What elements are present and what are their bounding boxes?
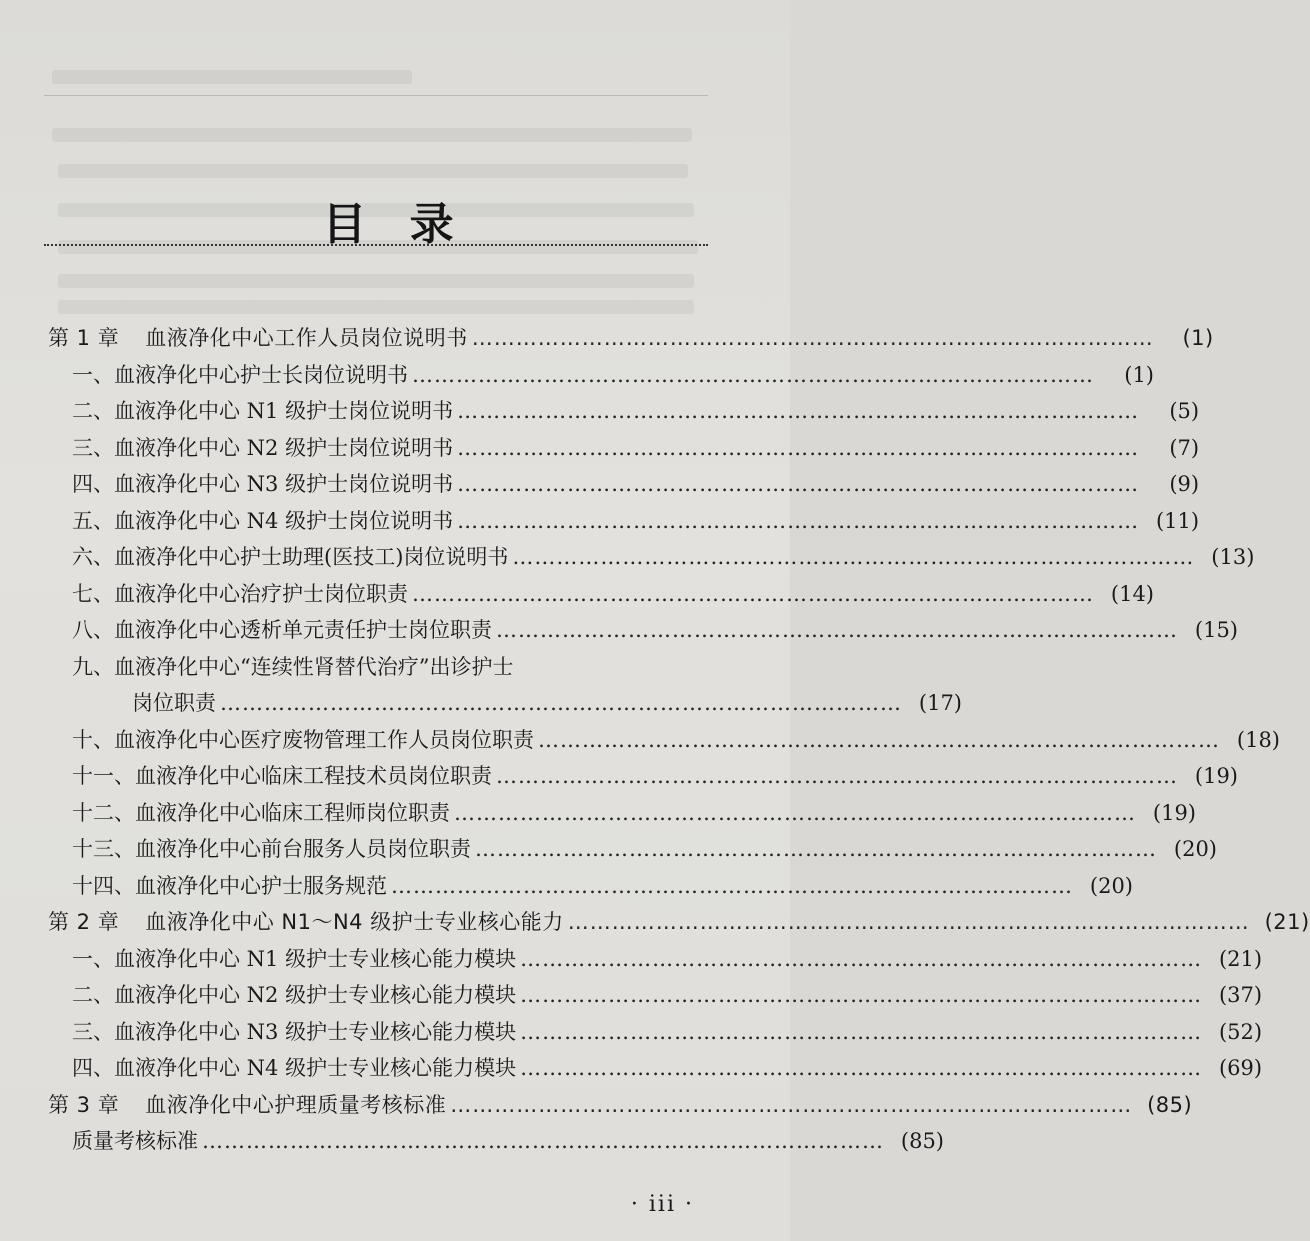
toc-entry-label: 六、血液净化中心护士助理(医技工)岗位说明书: [72, 545, 509, 569]
toc-section-entry[interactable]: [48, 651, 704, 688]
toc-chapter-number: 第 3 章: [48, 1092, 120, 1117]
toc-page-number: (21): [1218, 946, 1263, 971]
toc-section-entry[interactable]: [48, 1125, 944, 1162]
toc-leader-dots: …………………………………………………………………………………: [202, 1129, 884, 1153]
toc-leader-dots: …………………………………………………………………………………: [457, 399, 1140, 423]
toc-entry-label: 四、血液净化中心 N4 级护士专业核心能力模块: [72, 1056, 517, 1080]
toc-page-number: (69): [1218, 1056, 1263, 1080]
toc-leader-dots: …………………………………………………………………………………: [457, 472, 1140, 496]
toc-entry-label: 十四、血液净化中心护士服务规范: [72, 873, 387, 898]
toc-section-entry[interactable]: [48, 760, 1238, 797]
toc-section-entry[interactable]: [48, 395, 1200, 432]
toc-entry-label: 十一、血液净化中心临床工程技术员岗位职责: [72, 764, 492, 788]
toc-leader-dots: …………………………………………………………………………………: [520, 1019, 1203, 1044]
toc-leader-dots: …………………………………………………………………………………: [520, 946, 1203, 971]
toc-chapter-entry[interactable]: [48, 322, 1214, 359]
toc-entry-label: 三、血液净化中心 N2 级护士岗位说明书: [72, 435, 454, 460]
toc-leader-dots: …………………………………………………………………………………: [520, 1056, 1203, 1080]
toc-entry-label: [48, 1089, 446, 1119]
toc-page-number: (20): [1089, 873, 1133, 898]
toc-page-number: (21): [1264, 910, 1310, 934]
page-title: 目 录: [322, 199, 468, 250]
toc-page-number: (37): [1218, 983, 1263, 1007]
toc-chapter-entry[interactable]: [48, 906, 1310, 943]
table-of-contents: [48, 322, 1310, 1162]
toc-page-number: (19): [1194, 764, 1238, 788]
toc-page-number: (7): [1169, 435, 1200, 460]
toc-leader-dots: …………………………………………………………………………………: [496, 618, 1178, 642]
toc-leader-dots: …………………………………………………………………………………: [520, 983, 1203, 1007]
toc-entry-label: 三、血液净化中心 N3 级护士专业核心能力模块: [72, 1019, 517, 1044]
toc-entry-label: 一、血液净化中心 N1 级护士专业核心能力模块: [72, 946, 517, 971]
toc-chapter-entry[interactable]: [48, 1089, 1193, 1126]
toc-entry-label: 七、血液净化中心治疗护士岗位职责: [72, 581, 408, 606]
header-rule: [44, 95, 708, 96]
toc-section-entry[interactable]: [48, 359, 1154, 396]
toc-entry-label: [48, 906, 564, 936]
toc-leader-dots: …………………………………………………………………………………: [512, 545, 1195, 569]
toc-leader-dots: …………………………………………………………………………………: [475, 837, 1157, 861]
toc-leader-dots: …………………………………………………………………………………: [412, 362, 1094, 387]
toc-entry-label: 岗位职责: [132, 691, 216, 715]
toc-page-number: (52): [1218, 1019, 1263, 1044]
toc-page-number: (14): [1110, 581, 1154, 606]
toc-leader-dots: …………………………………………………………………………………: [457, 435, 1140, 460]
toc-leader-dots: …………………………………………………………………………………: [496, 764, 1178, 788]
toc-page-number: (1): [1124, 362, 1154, 387]
toc-chapter-title: 血液净化中心 N1～N4 级护士专业核心能力: [145, 910, 564, 934]
toc-entry-label: 二、血液净化中心 N2 级护士专业核心能力模块: [72, 983, 517, 1007]
toc-entry-label: 十三、血液净化中心前台服务人员岗位职责: [72, 837, 471, 861]
toc-page-number: (13): [1211, 545, 1255, 569]
toc-entry-label: 一、血液净化中心护士长岗位说明书: [72, 362, 408, 387]
toc-leader-dots: …………………………………………………………………………………: [471, 326, 1154, 350]
toc-entry-label: 五、血液净化中心 N4 级护士岗位说明书: [72, 508, 454, 533]
toc-page-number: (18): [1236, 727, 1280, 752]
toc-section-entry[interactable]: [48, 943, 1263, 980]
toc-page-number: (85): [1147, 1092, 1193, 1117]
page-number: · iii ·: [630, 1192, 694, 1217]
toc-section-entry[interactable]: [48, 833, 1217, 870]
toc-page-number: (19): [1152, 800, 1196, 825]
toc-section-entry[interactable]: [48, 1052, 1263, 1089]
toc-section-entry[interactable]: [48, 979, 1263, 1016]
toc-leader-dots: …………………………………………………………………………………: [412, 581, 1094, 606]
toc-entry-label: 八、血液净化中心透析单元责任护士岗位职责: [72, 618, 492, 642]
toc-leader-dots: …………………………………………………………………………………: [457, 508, 1140, 533]
toc-section-entry[interactable]: [48, 505, 1200, 542]
title-dotted-rule: [44, 244, 708, 246]
toc-entry-label: 二、血液净化中心 N1 级护士岗位说明书: [72, 399, 454, 423]
toc-entry-label: 九、血液净化中心“连续性肾替代治疗”出诊护士: [72, 654, 514, 679]
toc-leader-dots: …………………………………………………………………………………: [567, 910, 1250, 934]
toc-section-entry[interactable]: [48, 541, 1255, 578]
toc-entry-label: 十二、血液净化中心临床工程师岗位职责: [72, 800, 450, 825]
toc-leader-dots: …………………………………………………………………………………: [450, 1092, 1133, 1117]
toc-section-entry[interactable]: [48, 578, 1154, 615]
toc-section-entry[interactable]: [48, 870, 1133, 907]
toc-section-entry[interactable]: [48, 614, 1238, 651]
toc-leader-dots: …………………………………………………………………………………: [538, 727, 1220, 752]
toc-entry-label: [48, 322, 468, 352]
toc-section-entry[interactable]: [48, 797, 1196, 834]
toc-section-entry[interactable]: [48, 724, 1280, 761]
toc-section-entry[interactable]: [48, 468, 1200, 505]
toc-page-number: (15): [1194, 618, 1238, 642]
toc-page-number: (17): [918, 691, 962, 715]
toc-chapter-title: 血液净化中心工作人员岗位说明书: [145, 326, 468, 350]
toc-chapter-number: 第 2 章: [48, 910, 120, 934]
toc-page-number: (1): [1182, 326, 1214, 350]
toc-section-entry[interactable]: [48, 687, 962, 724]
toc-page-number: (20): [1173, 837, 1217, 861]
toc-leader-dots: …………………………………………………………………………………: [454, 800, 1136, 825]
toc-page-number: (9): [1169, 472, 1200, 496]
toc-entry-label: 四、血液净化中心 N3 级护士岗位说明书: [72, 472, 454, 496]
toc-leader-dots: …………………………………………………………………………………: [220, 691, 902, 715]
toc-entry-label: 十、血液净化中心医疗废物管理工作人员岗位职责: [72, 727, 534, 752]
toc-page-number: (5): [1169, 399, 1200, 423]
toc-chapter-title: 血液净化中心护理质量考核标准: [145, 1092, 447, 1117]
toc-section-entry[interactable]: [48, 432, 1200, 469]
toc-chapter-number: 第 1 章: [48, 326, 120, 350]
toc-page-number: (11): [1155, 508, 1200, 533]
toc-page-number: (85): [900, 1129, 944, 1153]
toc-leader-dots: …………………………………………………………………………………: [391, 873, 1073, 898]
toc-section-entry[interactable]: [48, 1016, 1263, 1053]
toc-entry-label: 质量考核标准: [72, 1129, 198, 1153]
